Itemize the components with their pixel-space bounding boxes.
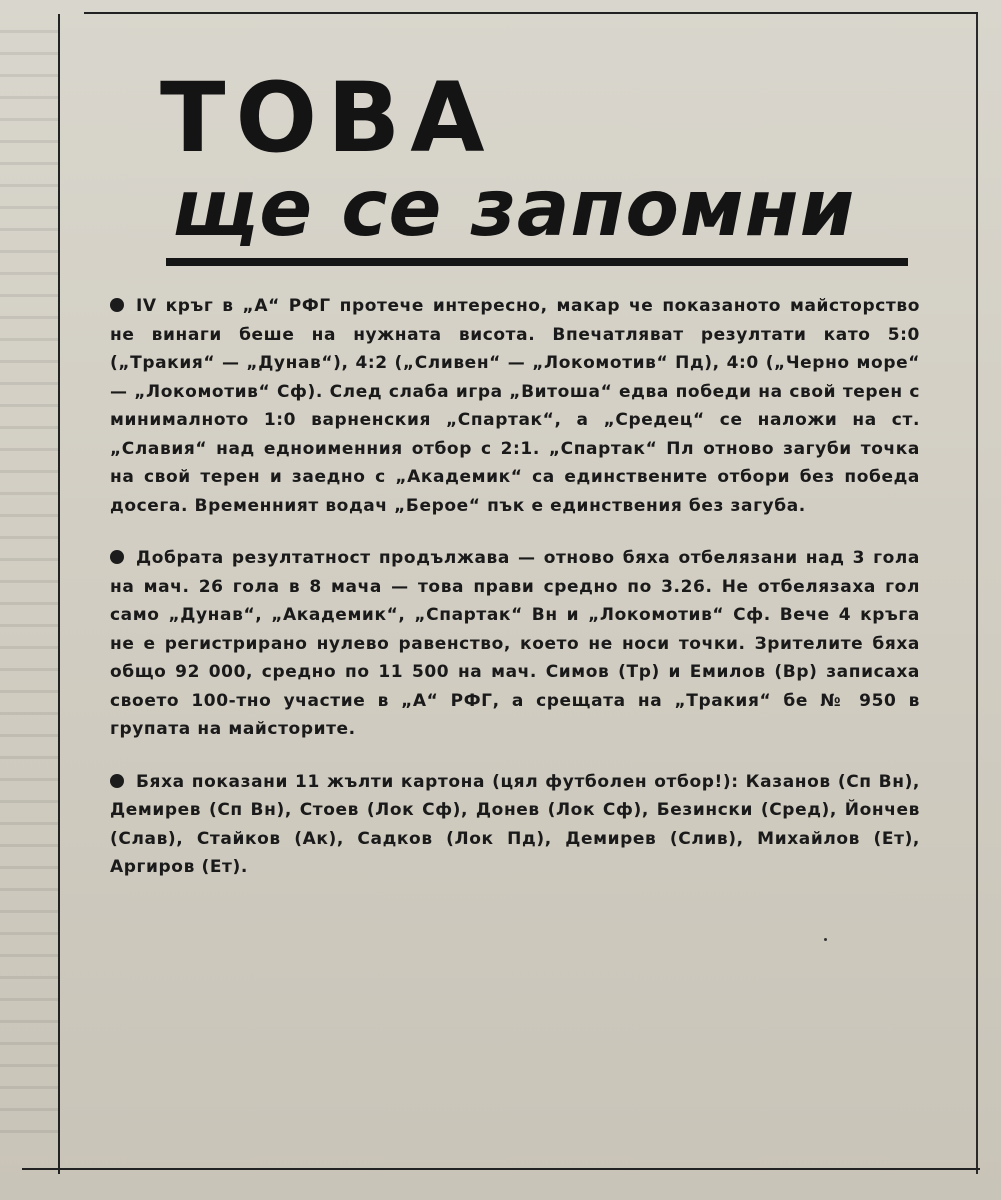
bleed-through-text [0,30,60,1150]
paragraph-round-summary [110,292,920,520]
paragraph-text: Добрата резултатност продължава — отново бяха отбелязани над 3 гола на мач. 26 гола в 8 мача — това прави средно по 3.26. Не отбелязаха гол само „Дунав“, „Академик“, „Спартак“ Вн и „Локомотив“ Сф. Вече 4 кръга не е регистрирано нулево равенство, което не носи точки. Зрителите бяха общо 92 000, средно по 11 500 на мач. Симов (Тр) и Емилов (Вр) записаха своето 100-тно участие в „А“ РФГ, а срещата на „Тракия“ бе № 950 в групата на майсторите. [110,548,920,739]
article-body [110,292,920,906]
paragraph-scoring [110,544,920,744]
headline [160,62,856,254]
headline-line-1: ТОВА [160,62,495,174]
bullet-icon [110,774,124,788]
bottom-rule [22,1168,980,1170]
headline-line-2: ще се запомни [172,164,856,254]
paragraph-text: IV кръг в „А“ РФГ протече интересно, макар че показаното майсторство не винаги беше на нужната висота. Впечатляват резултати като 5:0 („Тракия“ — „Дунав“), 4:2 („Сливен“ — „Локомотив“ Пд), 4:0 („Черно море“ — „Локомотив“ Сф). След слаба игра „Витоша“ едва победи на свой терен с минималното 1:0 варненския „Спартак“, а „Средец“ се наложи на ст. „Славия“ над едноименния отбор с 2:1. „Спартак“ Пл отново загуби точка на свой терен и заедно с „Академик“ са единствените отбори без победа досега. Временният водач „Берое“ пък е единствения без загуба. [110,296,920,516]
bullet-icon [110,550,124,564]
headline-underline [166,258,908,266]
print-speck [824,938,827,941]
bullet-icon [110,298,124,312]
paragraph-yellow-cards [110,768,920,882]
paragraph-text: Бяха показани 11 жълти картона (цял футболен отбор!): Казанов (Сп Вн), Демирев (Сп Вн), Стоев (Лок Сф), Донев (Лок Сф), Безински (Сред), Йончев (Слав), Стайков (Ак), Садков (Лок Пд), Демирев (Слив), Михайлов (Ет), Аргиров (Ет). [110,771,920,877]
